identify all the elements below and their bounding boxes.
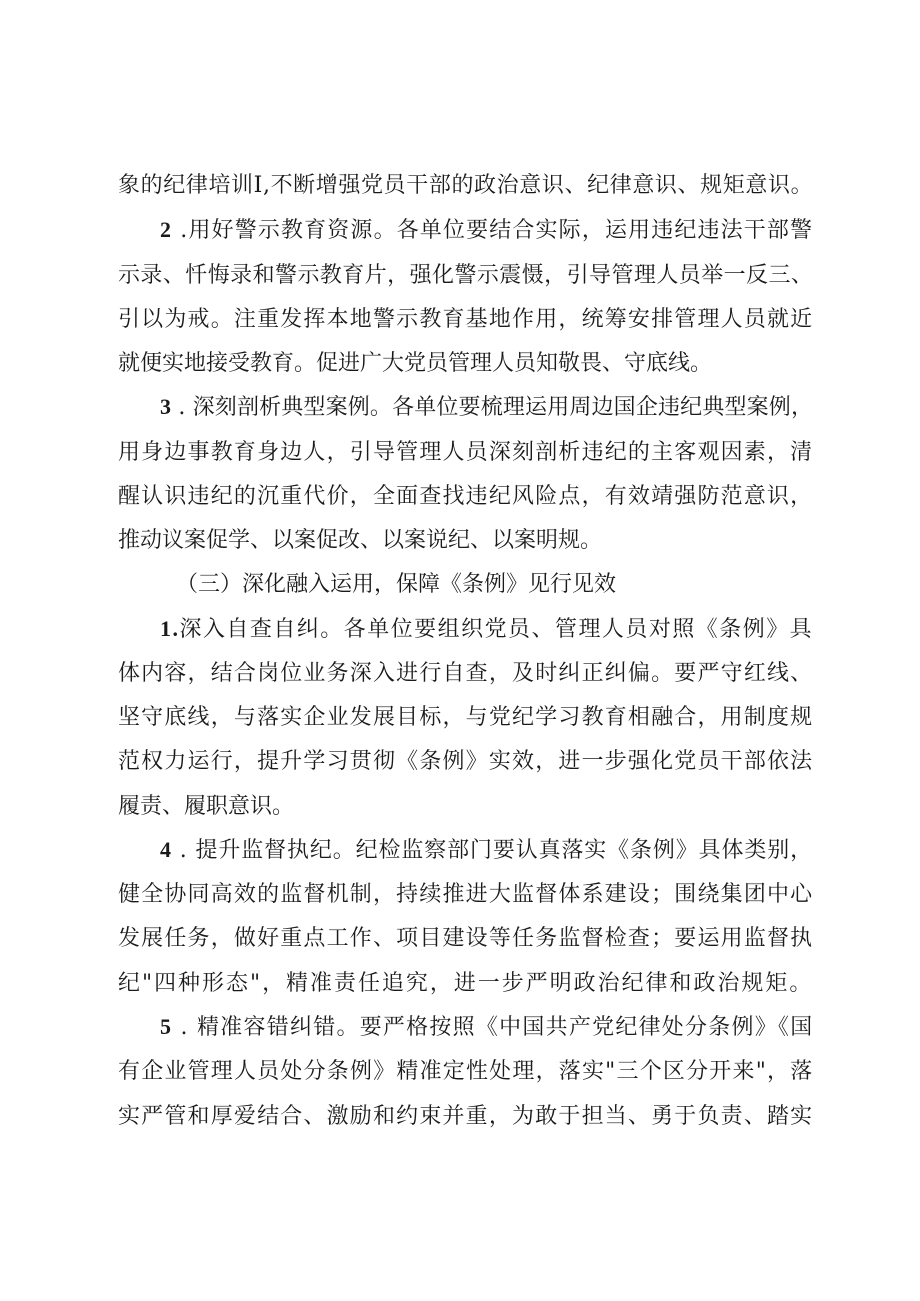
paragraph-line: 体内容，结合岗位业务深入进行自查，及时纠正纠偏。要严守红线、	[118, 661, 814, 686]
paragraph-line: 履责、履职意识。	[118, 794, 295, 819]
paragraph-line: 纪"四种形态"，精准责任追究，进一步严明政治纪律和政治规矩。	[118, 971, 814, 996]
item-number: 1.深入自查自纠。各单位要组织党员、管理人员对照《条例》具	[160, 616, 814, 642]
paragraph-line: 就便实地接受教育。促进广大党员管理人员知敬畏、守底线。	[118, 351, 713, 376]
paragraph-line: 坚守底线，与落实企业发展目标，与党纪学习教育相融合，用制度规	[118, 705, 814, 730]
paragraph-line: 示录、忏悔录和警示教育片，强化警示震慑，引导管理人员举一反三、	[118, 263, 814, 288]
paragraph-line: 象的纪律培训I,不断增强党员干部的政治意识、纪律意识、规矩意识。	[118, 173, 814, 198]
paragraph-line: 范权力运行，提升学习贯彻《条例》实效，进一步强化党员干部依法	[118, 749, 814, 774]
paragraph-line	[160, 833, 813, 863]
paragraph-line: 健全协同高效的监督机制，持续推进大监督体系建设；围绕集团中心	[118, 882, 814, 907]
paragraph-line: 用身边事教育身边人，引导管理人员深刻剖析违纪的主客观因素，清	[118, 440, 814, 465]
paragraph-line: 醒认识违纪的沉重代价，全面查找违纪风险点，有效靖强防范意识，	[118, 484, 814, 509]
item-number: 3 . 深刻剖析典型案例。各单位要梳理运用周边国企违纪典型案例，	[160, 394, 814, 420]
paragraph-line: 实严管和厚爱结合、激励和约束并重，为敢于担当、勇于负责、踏实	[118, 1104, 814, 1129]
item-number: 5 . 精准容错纠错。要严格按照《中国共产党纪律处分条例》《国	[160, 1014, 814, 1040]
paragraph-line: 有企业管理人员处分条例》精准定性处理，落实"三个区分开来"，落	[118, 1059, 814, 1084]
paragraph-line	[160, 213, 813, 243]
item-number: 4 . 提升监督执纪。纪检监察部门要认真落实《条例》具体类别，	[160, 837, 813, 863]
section-heading: （三）深化融入运用，保障《条例》见行见效	[176, 572, 617, 597]
paragraph-line	[160, 612, 813, 642]
paragraph-line: 推动议案促学、以案促改、以案说纪、以案明规。	[118, 528, 603, 553]
paragraph-line	[160, 1010, 813, 1040]
paragraph-line: 发展任务，做好重点工作、项目建设等任务监督检查；要运用监督执	[118, 926, 814, 951]
paragraph-line	[160, 390, 813, 420]
paragraph-line: 引以为戒。注重发挥本地警示教育基地作用，统筹安排管理人员就近	[118, 307, 814, 332]
item-number: 2 .用好警示教育资源。各单位要结合实际，运用违纪违法干部警	[160, 217, 814, 243]
